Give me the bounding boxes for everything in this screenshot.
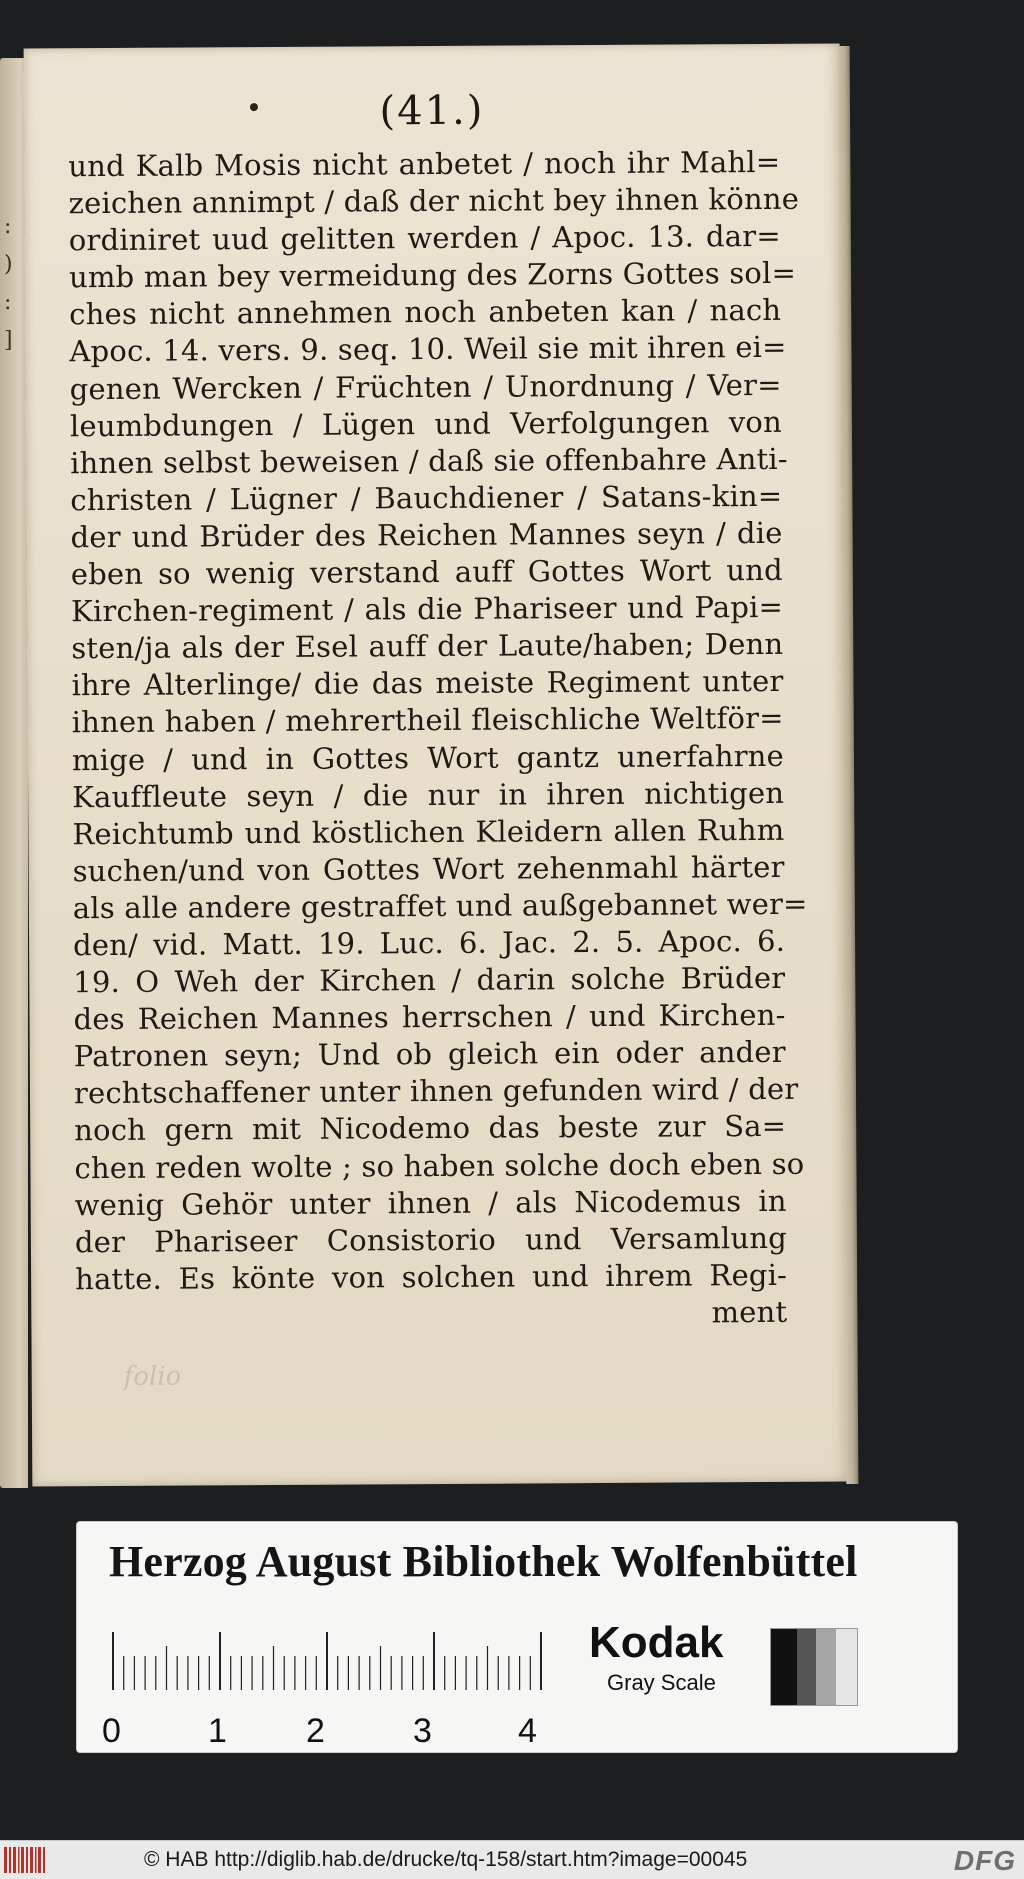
text-line: suchen/und von Gottes Wort zehenmahl härter xyxy=(72,849,785,889)
bleed-through-mark: folio xyxy=(123,1361,182,1392)
text-line: eben so wenig verstand auff Gottes Wort und xyxy=(70,552,783,592)
text-line: Apoc. 14. vers. 9. seq. 10. Weil sie mit ihren ei= xyxy=(69,330,787,369)
text-line: zeichen annimpt / daß der nicht bey ihnen könne xyxy=(68,181,800,221)
gray-patch-mid xyxy=(816,1629,837,1705)
text-line: ches nicht annehmen noch anbeten kan / nach xyxy=(69,293,782,332)
gray-scale-label: Gray Scale xyxy=(607,1670,716,1695)
text-line: sten/ja als der Esel auff der Laute/haben; Denn xyxy=(71,627,784,666)
library-name: Herzog August Bibliothek Wolfenbüttel xyxy=(109,1537,858,1586)
kodak-logo: Kodak xyxy=(589,1618,724,1667)
text-line: chen reden wolte ; so haben solche doch eben so xyxy=(74,1146,805,1185)
calibration-card xyxy=(77,1522,957,1752)
text-line: rechtschaffener unter ihnen gefunden wird / der xyxy=(73,1072,799,1111)
text-line: genen Wercken / Früchten / Unordnung / Ver= xyxy=(69,367,782,406)
text-line: ihnen haben / mehrertheil fleischliche Weltför= xyxy=(71,701,784,740)
book-page xyxy=(24,44,849,1487)
text-line: der Phariseer Consistorio und Versamlung xyxy=(74,1220,787,1259)
text-line: Kirchen-regiment / als die Phariseer und Papi= xyxy=(70,590,784,629)
previous-page-edge xyxy=(0,58,28,1488)
previous-page-marks: : ) : ] xyxy=(4,214,13,353)
gray-patch-light xyxy=(836,1629,857,1705)
text-line: umb man bey vermeidung des Zorns Gottes sol= xyxy=(68,256,797,295)
text-line: als alle andere gestraffet und außgebannet wer= xyxy=(72,886,808,926)
text-line: 19. O Weh der Kirchen / darin solche Brüder xyxy=(73,960,786,1000)
dfg-logo: DFG xyxy=(953,1845,1016,1876)
text-line: des Reichen Mannes herrschen / und Kirchen- xyxy=(73,998,786,1037)
gray-patches xyxy=(770,1628,858,1706)
page-number: (41.) xyxy=(379,87,485,135)
text-line: wenig Gehör unter ihnen / als Nicodemus in xyxy=(74,1183,787,1222)
catchword: ment xyxy=(711,1294,788,1330)
ruler-label: 4 xyxy=(518,1712,537,1750)
gray-patch-dark xyxy=(797,1629,816,1705)
text-line: der und Brüder des Reichen Mannes seyn / die xyxy=(70,515,783,555)
gray-patch-black xyxy=(771,1629,797,1705)
scale-ruler xyxy=(111,1630,543,1690)
page-body-text xyxy=(68,144,808,1335)
text-line: ihre Alterlinge/ die das meiste Regiment unter xyxy=(71,664,784,703)
barcode-icon xyxy=(4,1847,48,1873)
text-line: den/ vid. Matt. 19. Luc. 6. Jac. 2. 5. Apoc. 6. xyxy=(72,923,786,963)
text-line: Patronen seyn; Und ob gleich ein oder ander xyxy=(73,1035,786,1074)
text-line: hatte. Es könte von solchen und ihrem Regi- xyxy=(75,1257,788,1297)
source-citation-link[interactable]: © HAB http://diglib.hab.de/drucke/tq-158/start.htm?image=00045 xyxy=(144,1848,748,1871)
text-line: Reichtumb und köstlichen Kleidern allen Ruhm xyxy=(72,812,785,851)
ruler-label: 2 xyxy=(306,1712,325,1750)
text-line: Kauffleute seyn / die nur in ihren nichtigen xyxy=(72,775,785,814)
ruler-label: 1 xyxy=(208,1712,227,1750)
text-line: ihnen selbst beweisen / daß sie offenbahre Anti- xyxy=(70,441,788,480)
text-line: mige / und in Gottes Wort gantz unerfahrne xyxy=(71,738,785,777)
ruler-label: 3 xyxy=(413,1712,432,1750)
ruler-label: 0 xyxy=(102,1712,121,1750)
text-line: noch gern mit Nicodemo das beste zur Sa= xyxy=(74,1109,787,1148)
text-line: christen / Lügner / Bauchdiener / Satans-kin= xyxy=(70,478,783,518)
text-line: ordiniret uud gelitten werden / Apoc. 13. dar= xyxy=(68,219,781,258)
text-line: leumbdungen / Lügen und Verfolgungen von xyxy=(69,404,783,443)
footer-bar xyxy=(0,1840,1024,1879)
text-line: und Kalb Mosis nicht anbetet / noch ihr Mahl= xyxy=(68,144,781,184)
